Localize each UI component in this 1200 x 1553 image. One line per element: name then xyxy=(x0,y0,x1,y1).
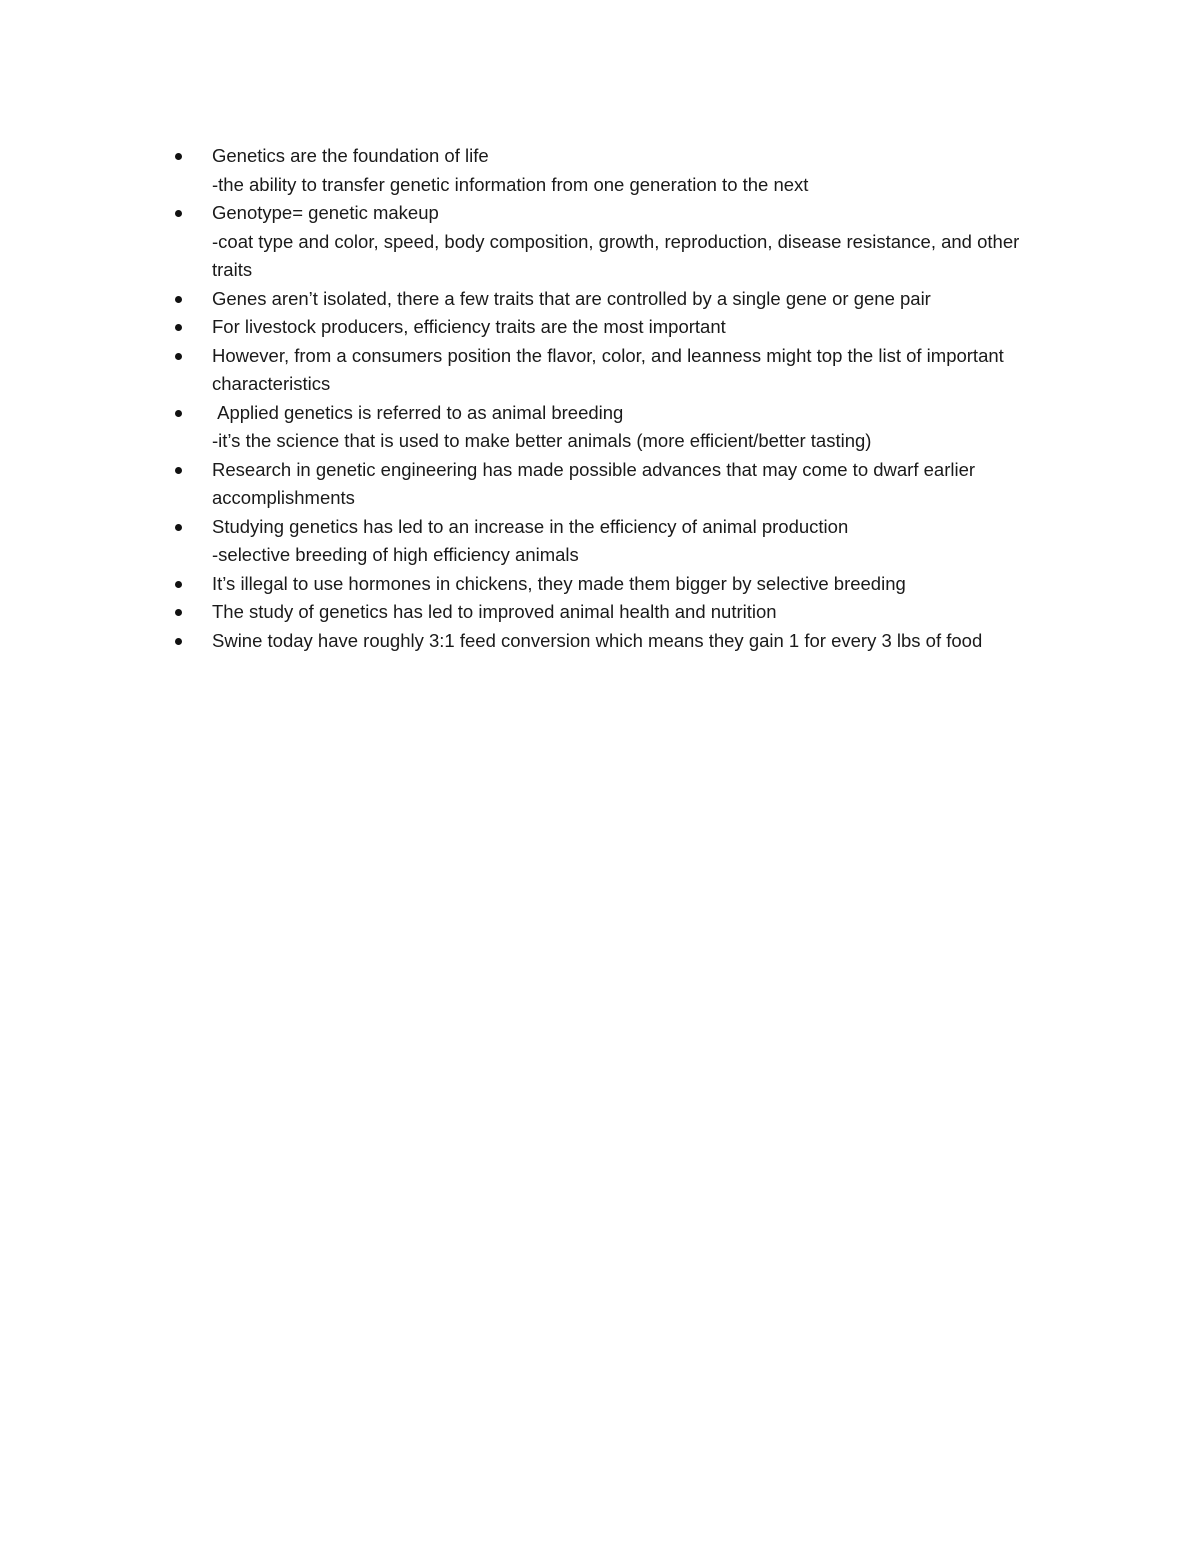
bullet-icon xyxy=(175,410,182,417)
list-item xyxy=(172,456,1052,513)
list-item xyxy=(172,513,1052,570)
bullet-list xyxy=(172,142,1052,655)
list-item xyxy=(172,142,1052,199)
bullet-text: It’s illegal to use hormones in chickens, they made them bigger by selective breeding xyxy=(212,572,906,594)
bullet-subtext: -coat type and color, speed, body composition, growth, reproduction, disease resistance, and other traits xyxy=(212,230,1025,280)
bullet-text: However, from a consumers position the flavor, color, and leanness might top the list of important characteristics xyxy=(212,344,1009,394)
bullet-text: Applied genetics is referred to as animal breeding xyxy=(212,401,624,423)
bullet-icon xyxy=(175,153,182,160)
bullet-subtext: -selective breeding of high efficiency animals xyxy=(212,544,579,565)
bullet-icon xyxy=(175,324,182,331)
bullet-icon xyxy=(175,609,182,616)
list-item xyxy=(172,399,1052,456)
list-item xyxy=(172,313,1052,342)
list-item xyxy=(172,627,1052,656)
bullet-icon xyxy=(175,210,182,217)
bullet-text: Genes aren’t isolated, there a few traits that are controlled by a single gene or gene pair xyxy=(212,287,931,309)
bullet-icon xyxy=(175,581,182,588)
bullet-text: For livestock producers, efficiency traits are the most important xyxy=(212,316,726,337)
list-item xyxy=(172,199,1052,285)
bullet-icon xyxy=(175,296,182,303)
bullet-icon xyxy=(175,353,182,360)
list-item xyxy=(172,285,1052,314)
bullet-icon xyxy=(175,524,182,531)
bullet-subtext: -it’s the science that is used to make better animals (more efficient/better tasting) xyxy=(212,430,872,451)
bullet-subtext: -the ability to transfer genetic information from one generation to the next xyxy=(212,173,809,195)
bullet-text: The study of genetics has led to improved animal health and nutrition xyxy=(212,601,777,622)
bullet-text: Studying genetics has led to an increase in the efficiency of animal production xyxy=(212,515,849,537)
list-item xyxy=(172,598,1052,627)
list-item xyxy=(172,570,1052,599)
bullet-text: Genotype= genetic makeup xyxy=(212,202,439,223)
bullet-icon xyxy=(175,638,182,645)
bullet-text: Genetics are the foundation of life xyxy=(212,145,489,166)
bullet-icon xyxy=(175,467,182,474)
list-item xyxy=(172,342,1052,399)
bullet-text: Swine today have roughly 3:1 feed conversion which means they gain 1 for every 3 lbs of food xyxy=(212,629,983,651)
bullet-text: Research in genetic engineering has made possible advances that may come to dwarf earlier accomplishments xyxy=(212,458,981,508)
